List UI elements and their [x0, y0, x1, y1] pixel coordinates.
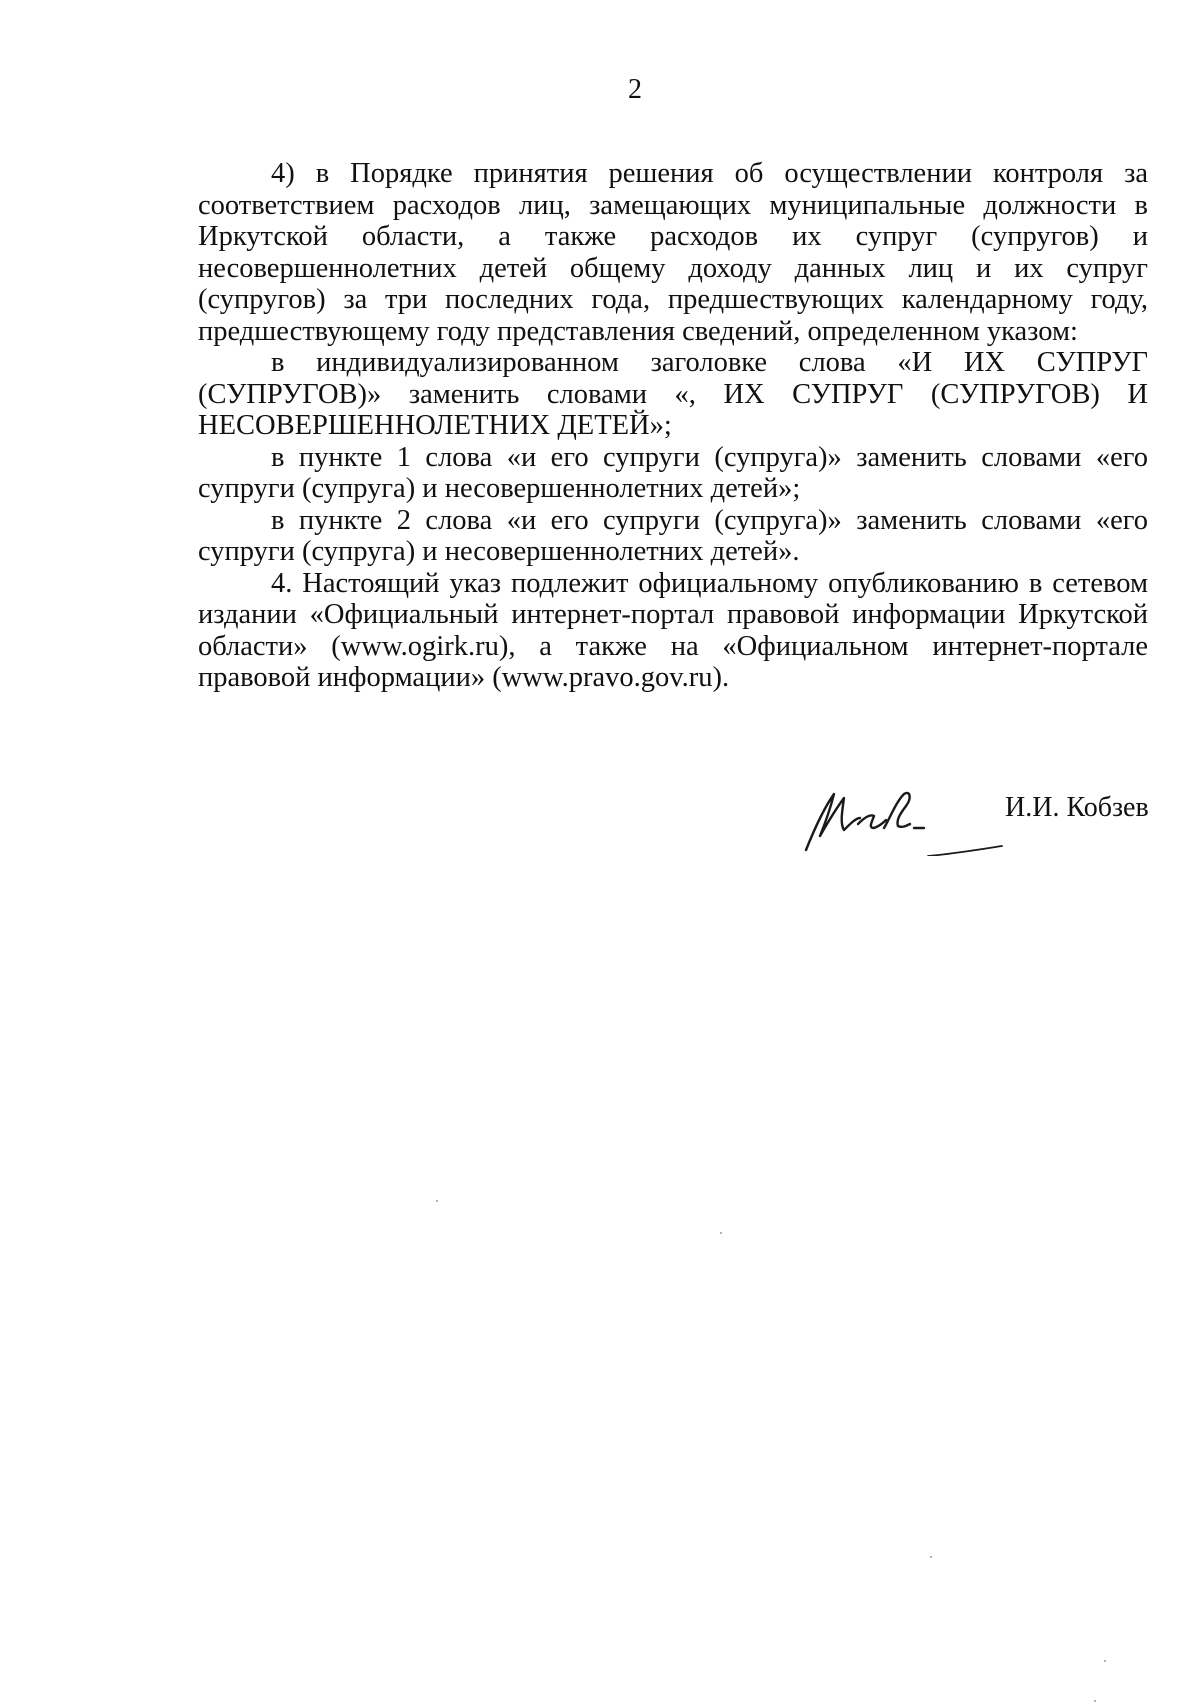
scan-artifact: [930, 1556, 932, 1558]
scan-artifact: [1094, 1700, 1096, 1702]
document-body: [198, 158, 1148, 694]
scan-artifact: [436, 1200, 438, 1202]
signature-block: [800, 780, 1160, 860]
paragraph-heading-replacement: в индивидуализированном заголовке слова «И ИХ СУПРУГ (СУПРУГОВ)» заменить словами «, ИХ СУПРУГ (СУПРУГОВ) И НЕСОВЕРШЕННОЛЕТНИХ ДЕТЕЙ»;: [198, 347, 1148, 441]
scan-artifact: [720, 1232, 722, 1234]
handwritten-signature: [800, 784, 1030, 856]
paragraph-publication: 4. Настоящий указ подлежит официальному опубликованию в сетевом издании «Официальный интернет-портал правовой информации Иркутской области» (www.ogirk.ru), а также на «Официальном интернет-портале правовой информации» (www.pravo.gov.ru).: [198, 567, 1148, 693]
paragraph-item-1-replacement: в пункте 1 слова «и его супруги (супруга)» заменить словами «его супруги (супруга) и несовершеннолетних детей»;: [198, 441, 1148, 504]
paragraph-item-2-replacement: в пункте 2 слова «и его супруги (супруга)» заменить словами «его супруги (супруга) и несовершеннолетних детей».: [198, 504, 1148, 567]
paragraph-amendment-order: 4) в Порядке принятия решения об осуществлении контроля за соответствием расходов лиц, замещающих муниципальные должности в Иркутской области, а также расходов их супруг (супругов) и несовершеннолетних детей общему доходу данных лиц и их супруг (супругов) за три последних года, предшествующих календарному году, предшествующему году представления сведений, определенном указом:: [198, 158, 1148, 347]
page-number: 2: [628, 74, 642, 105]
scan-artifact: [1104, 1660, 1106, 1662]
signatory-name: И.И. Кобзев: [1005, 792, 1149, 823]
